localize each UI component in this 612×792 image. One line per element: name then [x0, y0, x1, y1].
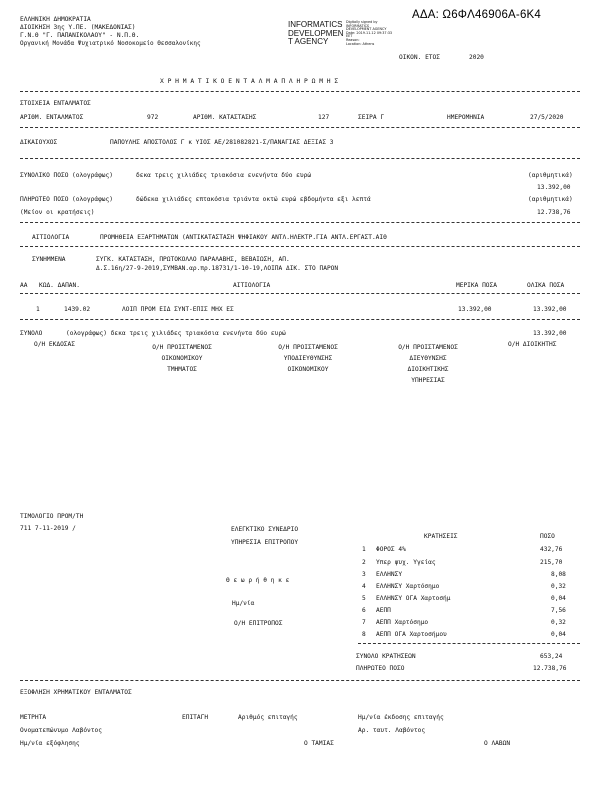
cashier-label: Ο ΤΑΜΙΑΣ — [304, 740, 334, 747]
beneficiary-value: ΠΑΠΟΥΛΗΣ ΑΠΟΣΤΟΛΟΣ Γ κ ΥΙΟΣ ΑΕ/281082821-Σ/ΠΑΝΑΓΙΑΣ ΔΕΞΙΑΣ 3 — [110, 139, 334, 146]
table-header-total: ΟΛΙΚΑ ΠΟΣΑ — [527, 282, 565, 289]
sig-line: ΥΠΗΡΕΣΙΑΣ — [411, 377, 445, 384]
deduction-label: ΦΟΡΟΣ 4% — [376, 546, 406, 553]
settlement-title: ΕΞΟΦΛΗΣΗ ΧΡΗΜΑΤΙΚΟΥ ΕΝΤΑΛΜΑΤΟΣ — [20, 689, 132, 696]
deduction-amount: 0,04 — [551, 631, 566, 638]
deduction-amount: 432,76 — [540, 546, 563, 553]
attachments-label: ΣΥΝΗΜΜΕΝΑ — [32, 256, 66, 263]
sig-line: ΟΙΚΟΝΟΜΙΚΟΥ — [287, 366, 329, 373]
logo-line-2: DEVELOPMEN — [288, 28, 344, 38]
justification-label: ΑΙΤΙΟΛΟΓΙΑ — [32, 234, 70, 241]
table-header-partial: ΜΕΡΙΚΑ ΠΟΣΑ — [456, 282, 497, 289]
signature-logo — [288, 21, 344, 47]
total-amount-words: δεκα τρεις χιλιάδες τριακόσια ενενήντα δύο ευρώ — [136, 172, 312, 179]
deduction-amount: 215,70 — [540, 559, 563, 566]
fiscal-year-label: ΟΙΚΟΝ. ΕΤΟΣ — [399, 54, 440, 61]
divider — [20, 222, 580, 223]
cheque-number-label: Αριθμός επιταγής — [238, 714, 298, 721]
divider — [20, 127, 580, 128]
settlement-cash: ΜΕΤΡΗΤΑ — [20, 714, 47, 721]
deduction-number: 8 — [362, 631, 366, 638]
order-number-label: ΑΡΙΘΜ. ΕΝΤΑΛΜΑΤΟΣ — [20, 114, 84, 121]
invoice-label: ΤΙΜΟΛΟΓΙΟ ΠΡΟΜ/ΤΗ — [20, 513, 84, 520]
sig-line: ΔΙΕΥΘΥΝΣΗΣ — [409, 355, 447, 362]
sig-detail: Reason: — [346, 37, 360, 42]
issuer-line-1: ΕΛΛΗΝΙΚΗ ΔΗΜΟΚΡΑΤΙΑ — [20, 16, 91, 23]
sig-head-deputy — [258, 342, 358, 375]
in-words-label: (ολογράφως) — [72, 196, 113, 203]
sig-detail: Digitally signed by — [346, 20, 378, 24]
issuer-line-2: ΔΙΟΙΚΗΣΗ 3ης Υ.ΠΕ. (ΜΑΚΕΔΟΝΙΑΣ) — [20, 24, 136, 31]
row-partial: 13.392,00 — [458, 306, 492, 313]
payable-amount-label: ΠΛΗΡΩΤΕΟ ΠΟΣΟ — [20, 196, 69, 203]
audit-commissioner: Ο/Η ΕΠΙΤΡΟΠΟΣ — [234, 620, 283, 627]
divider — [20, 319, 580, 320]
audit-date: Ημ/νία — [232, 600, 255, 607]
table-header-code: ΚΩΔ. ΔΑΠΑΝ. — [39, 282, 80, 289]
logo-line-1: INFORMATICS — [288, 20, 343, 29]
in-words-label: (ολογράφως) — [72, 172, 113, 179]
logo-line-3: T AGENCY — [288, 37, 329, 46]
deduction-number: 1 — [362, 546, 366, 553]
receiver-label: Ο ΛΑΒΩΝ — [484, 740, 511, 747]
divider — [20, 91, 580, 92]
payable-label: ΠΛΗΡΩΤΕΟ ΠΟΣΟ — [356, 665, 405, 672]
ada-code: ΑΔΑ: Ω6ΦΛ46906Α-6Κ4 — [412, 9, 542, 21]
audit-court: ΕΛΕΓΚΤΙΚΟ ΣΥΝΕΔΡΙΟ — [231, 526, 299, 533]
deduction-label: ΑΕΠΠ Χαρτόσημο — [376, 619, 429, 626]
deductions-header: ΚΡΑΤΗΣΕΙΣ — [424, 533, 458, 540]
digital-signature-details — [346, 21, 392, 46]
divider — [20, 158, 580, 159]
table-sum-label: ΣΥΝΟΛΟ — [20, 330, 43, 337]
sig-line: ΔΙΟΙΚΗΤΙΚΗΣ — [407, 366, 449, 373]
series-label: ΣΕΙΡΑ Γ — [358, 114, 385, 121]
sig-detail: Date: 2019.11.12 09:37:33 — [346, 30, 393, 35]
issuer-line-4: Οργανική Μονάδα Ψυχιατρικό Νοσοκομείο Θεσσαλονίκης — [20, 40, 201, 47]
row-aa: 1 — [36, 306, 40, 313]
divider — [358, 643, 580, 644]
issuer-line-3: Γ.Ν.Θ "Γ. ΠΑΠΑΝΙΚΟΛΑΟΥ" - Ν.Π.Θ. — [20, 32, 140, 39]
sig-head-admin — [378, 342, 478, 386]
sig-line: ΤΜΗΜΑΤΟΣ — [167, 366, 197, 373]
sig-issuer: Ο/Η ΕΚΔΟΣΑΣ — [34, 341, 75, 348]
sig-detail: DEVELOPMENT AGENCY — [346, 27, 387, 32]
audit-seen: Θ ε ω ρ ή θ η κ ε — [226, 577, 290, 584]
total-amount-label: ΣΥΝΟΛΙΚΟ ΠΟΣΟ — [20, 172, 69, 179]
table-header-aa: ΑΑ — [20, 282, 28, 289]
deduction-number: 3 — [362, 571, 366, 578]
deduction-amount: 8,08 — [551, 571, 566, 578]
statement-number-label: ΑΡΙΘΜ. ΚΑΤΑΣΤΑΣΗΣ — [193, 114, 257, 121]
order-date: 27/5/2020 — [530, 114, 564, 121]
deduction-number: 5 — [362, 595, 366, 602]
deduction-label: ΑΕΠΠ ΟΓΑ Χαρτοσήμου — [376, 631, 447, 638]
deduction-label: ΕΛΛΗΝΣΥ ΟΓΑ Χαρτοσήμ — [376, 595, 451, 602]
row-code: 1439.02 — [64, 306, 91, 313]
deduction-number: 7 — [362, 619, 366, 626]
cheque-date-label: Ημ/νία έκδοσης επιταγής — [358, 714, 444, 721]
sig-detail: INFORMATICS — [346, 23, 370, 28]
invoice-value: 711 7-11-2019 / — [20, 525, 76, 532]
statement-number: 127 — [318, 114, 330, 121]
fiscal-year: 2020 — [469, 54, 484, 61]
deduction-amount: 0,32 — [551, 619, 566, 626]
pay-date-label: Ημ/νία εξόφλησης — [20, 740, 80, 747]
total-amount-value: 13.392,00 — [537, 184, 571, 191]
table-sum-value: 13.392,00 — [533, 330, 567, 337]
settlement-cheque: ΕΠΙΤΑΓΗ — [182, 714, 209, 721]
section-order-details: ΣΤΟΙΧΕΙΑ ΕΝΤΑΛΜΑΤΟΣ — [20, 100, 91, 107]
sig-director: Ο/Η ΔΙΟΙΚΗΤΗΣ — [508, 341, 557, 348]
deduction-number: 6 — [362, 607, 366, 614]
sig-line: Ο/Η ΠΡΟΙΣΤΑΜΕΝΟΣ — [398, 344, 458, 351]
payable-amount-value: 12.738,76 — [537, 209, 571, 216]
table-header-description: ΑΙΤΙΟΛΟΓΙΑ — [233, 282, 271, 289]
numeric-label: (αριθμητικά) — [528, 196, 573, 203]
deductions-sum-value: 653,24 — [540, 653, 563, 660]
deduction-amount: 0,32 — [551, 583, 566, 590]
table-sum-words: (ολογράφως) δεκα τρεις χιλιάδες τριακόσια ενενήντα δύο ευρώ — [66, 330, 286, 337]
deductions-sum-label: ΣΥΝΟΛΟ ΚΡΑΤΗΣΕΩΝ — [356, 653, 416, 660]
document-title: Χ Ρ Η Μ Α Τ Ι Κ Ο Ε Ν Τ Α Λ Μ Α Π Λ Η Ρ Ω Μ Η Σ — [160, 78, 339, 85]
order-number: 972 — [147, 114, 159, 121]
deduction-label: ΕΛΛΗΝΣΥ — [376, 571, 403, 578]
deductions-note: (Μείον οι κρατήσεις) — [20, 209, 95, 216]
sig-line: ΥΠΟΔΙΕΥΘΥΝΣΗΣ — [283, 355, 333, 362]
payable-value: 12.738,76 — [533, 665, 567, 672]
deduction-label: ΑΕΠΠ — [376, 607, 391, 614]
sig-head-finance — [132, 342, 232, 375]
deduction-amount: 0,04 — [551, 595, 566, 602]
payee-name-label: Ονοματεπώνυμο Λαβόντος — [20, 727, 102, 734]
row-total: 13.392,00 — [533, 306, 567, 313]
attachments-line-2: Δ.Σ.16η/27-9-2019,ΣΥΜΒΑΝ.αρ.πρ.18731/1-10-19,ΛΟΙΠΑ ΔΙΚ. ΣΤΟ ΠΑΡΟΝ — [96, 265, 339, 272]
numeric-label: (αριθμητικά) — [528, 172, 573, 179]
audit-service: ΥΠΗΡΕΣΙΑ ΕΠΙΤΡΟΠΟΥ — [231, 539, 299, 546]
deduction-label: ΕΛΛΗΝΣΥ Χαρτόσημο — [376, 583, 440, 590]
attachments-line-1: ΣΥΓΚ. ΚΑΤΑΣΤΑΣΗ, ΠΡΩΤΟΚΟΛΛΟ ΠΑΡΑΛΑΒΗΣ, ΒΕΒΑΙΩΣΗ, ΑΠ. — [96, 256, 290, 263]
date-label: ΗΜΕΡΟΜΗΝΙΑ — [447, 114, 485, 121]
row-description: ΛΟΙΠ ΠΡΟΜ ΕΙΔ ΣΥΝΤ-ΕΠΙΣ ΜΗΧ ΕΣ — [122, 306, 234, 313]
beneficiary-label: ΔΙΚΑΙΟΥΧΟΣ — [20, 139, 58, 146]
deduction-label: Υπερ ψυχ. Υγείας — [376, 559, 436, 566]
divider — [20, 680, 580, 681]
sig-detail: Location: Athens — [346, 41, 375, 46]
deduction-number: 2 — [362, 559, 366, 566]
payable-amount-words: δώδεκα χιλιάδες επτακόσια τριάντα οκτώ ευρώ εβδομήντα εξι λεπτά — [136, 196, 371, 203]
sig-detail: EET — [346, 34, 353, 39]
sig-line: ΟΙΚΟΝΟΜΙΚΟΥ — [161, 355, 203, 362]
deduction-amount: 7,56 — [551, 607, 566, 614]
sig-line: Ο/Η ΠΡΟΙΣΤΑΜΕΝΟΣ — [152, 344, 212, 351]
deductions-amount-header: ΠΟΣΟ — [540, 533, 555, 540]
deduction-number: 4 — [362, 583, 366, 590]
payee-id-label: Αρ. ταυτ. Λαβόντος — [358, 727, 426, 734]
divider — [20, 246, 580, 247]
justification-value: ΠΡΟΜΗΘΕΙΑ ΕΞΑΡΤΗΜΑΤΩΝ (ΑΝΤΙΚΑΤΑΣΤΑΣΗ ΨΗΦΙΑΚΟΥ ΑΝΤΛ.ΗΛΕΚΤΡ.ΓΙΑ ΑΝΤΛ.ΕΡΓΑΣΤ.ΑΙΘ — [100, 234, 387, 241]
divider — [20, 293, 580, 294]
sig-line: Ο/Η ΠΡΟΙΣΤΑΜΕΝΟΣ — [278, 344, 338, 351]
